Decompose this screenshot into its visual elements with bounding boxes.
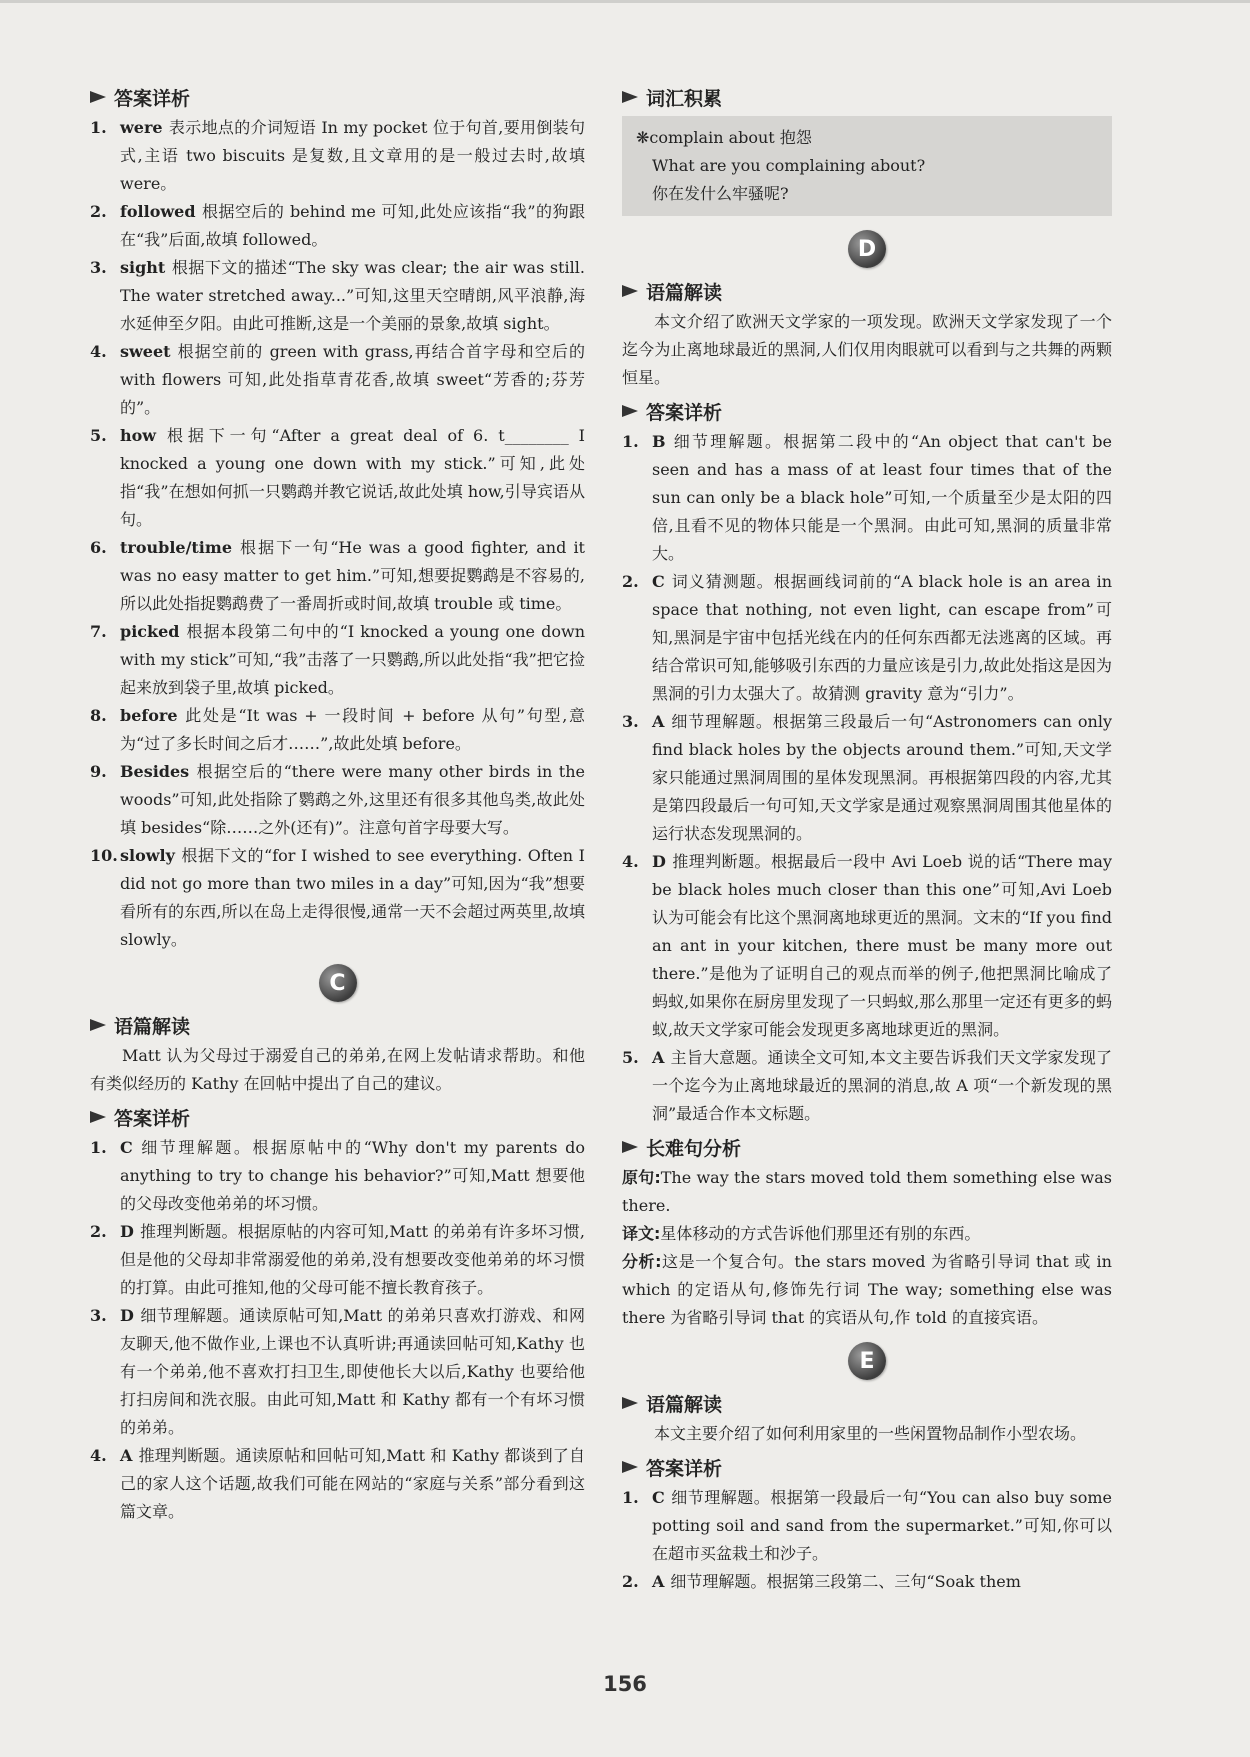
arrow-icon [622, 1461, 638, 1473]
explanation-text: 根据下一句“He was a good fighter, and it was no easy matter to get him.”可知,想要捉鹦鹉是不容易的,所以此处指捉鹦鹉费了一番周折或时间,故填 trouble 或 time。 [120, 538, 585, 613]
answer-key: A [120, 1446, 133, 1465]
answer-key: C [652, 1488, 665, 1507]
explanation-text: 主旨大意题。通读全文可知,本文主要告诉我们天文学家发现了一个迄今为止离地球最近的黑洞的消息,故 A 项“一个新发现的黑洞”最适合作本文标题。 [652, 1048, 1112, 1123]
answer-item [90, 842, 585, 954]
long-sentence-translation: 译文:星体移动的方式告诉他们那里还有别的东西。 [622, 1224, 981, 1243]
explanation-text: 根据本段第二句中的“I knocked a young one down with my stick”可知,“我”击落了一只鹦鹉,所以此处指“我”把它捡起来放到袋子里,故填 picked。 [120, 622, 585, 697]
item-number: 3. [622, 712, 639, 731]
item-number: 1. [622, 432, 639, 451]
answer-key: D [120, 1306, 134, 1325]
explanation-text: 根据空前的 green with grass,再结合首字母和空后的 with flowers 可知,此处指草青花香,故填 sweet“芳香的;芬芳的”。 [120, 342, 585, 417]
vocab-translation: 你在发什么牢骚呢? [652, 184, 789, 203]
item-number: 3. [90, 258, 107, 277]
section-title: 答案详析 [114, 87, 191, 110]
answer-item [90, 534, 585, 618]
explanation-text: 推理判断题。通读原帖和回帖可知,Matt 和 Kathy 都谈到了自己的家人这个话题,故我们可能在网站的“家庭与关系”部分看到这篇文章。 [120, 1446, 585, 1521]
item-body [120, 1218, 585, 1302]
answer-item [90, 422, 585, 534]
long-sentence-analysis: 分析:这是一个复合句。the stars moved 为省略引导词 that 或 in which 的定语从句,修饰先行词 The way; something else was there 为省略引导词 that 的宾语从句,作 told 的直接宾语。 [622, 1252, 1112, 1327]
item-body [120, 114, 585, 198]
explanation-text: 根据下一句“After a great deal of 6. t________ I knocked a young one down with my stick.”可知,此处指“我”在想如何抓一只鹦鹉并教它说话,故此处填 how,引导宾语从句。 [120, 426, 585, 529]
item-number: 6. [90, 538, 107, 557]
arrow-icon [90, 1111, 106, 1123]
answer-key: C [652, 572, 665, 591]
item-body [120, 1442, 585, 1526]
item-body [120, 1302, 585, 1442]
item-number: 5. [90, 426, 107, 445]
answer-item [622, 1484, 1112, 1568]
item-body [652, 1568, 1112, 1596]
section-title: 语篇解读 [646, 1393, 723, 1416]
answer-item [622, 708, 1112, 848]
explanation-text: 细节理解题。根据第三段第二、三句“Soak them [670, 1572, 1021, 1591]
passage-summary: 本文主要介绍了如何利用家里的一些闲置物品制作小型农场。 [654, 1424, 1087, 1443]
passage-summary: Matt 认为父母过于溺爱自己的弟弟,在网上发帖请求帮助。和他有类似经历的 Kathy 在回帖中提出了自己的建议。 [90, 1046, 585, 1093]
passage-badge-c: C [319, 964, 357, 1002]
arrow-icon [622, 285, 638, 297]
item-body [120, 254, 585, 338]
explanation-text: 细节理解题。根据第二段中的“An object that can't be seen and has a mass of at least four times that of the sun can only be a black hole”可知,一个质量至少是太阳的四倍,且看不见的物体只能是一个黑洞。由此可知,黑洞的质量非常大。 [652, 432, 1112, 563]
section-title: 答案详析 [114, 1107, 191, 1130]
passage-badge-d: D [848, 230, 886, 268]
explanation-text: 根据空后的“there were many other birds in the woods”可知,此处指除了鹦鹉之外,这里还有很多其他鸟类,故此处填 besides“除……之外(还有)”。注意句首字母要大写。 [120, 762, 585, 837]
explanation-text: 根据空后的 behind me 可知,此处应该指“我”的狗跟在“我”后面,故填 followed。 [120, 202, 585, 249]
item-number: 7. [90, 622, 107, 641]
item-number: 1. [90, 118, 107, 137]
answer-item [622, 428, 1112, 568]
answer-key: C [120, 1138, 133, 1157]
arrow-icon [622, 405, 638, 417]
answer-key: slowly [120, 846, 175, 865]
answer-item [90, 1218, 585, 1302]
answer-key: sweet [120, 342, 171, 361]
left-column [90, 78, 585, 1526]
answer-item [90, 1134, 585, 1218]
explanation-text: 细节理解题。根据第一段最后一句“You can also buy some potting soil and sand from the supermarket.”可知,你可以在超市买盆栽土和沙子。 [652, 1488, 1112, 1563]
section-heading [622, 276, 1112, 306]
answer-item [90, 1302, 585, 1442]
section-heading [622, 1452, 1112, 1482]
answer-item [90, 338, 585, 422]
explanation-text: 根据下文的“for I wished to see everything. Often I did not go more than two miles in a day”可知,因为“我”想要看所有的东西,所以在岛上走得很慢,通常一天不会超过两英里,故填 slowly。 [120, 846, 585, 949]
label: 原句: [622, 1168, 661, 1187]
item-body [120, 758, 585, 842]
answer-key: picked [120, 622, 180, 641]
arrow-icon [622, 1397, 638, 1409]
item-number: 8. [90, 706, 107, 725]
answer-key: how [120, 426, 157, 445]
answer-key: B [652, 432, 666, 451]
item-body [652, 568, 1112, 708]
answer-item [622, 1044, 1112, 1128]
item-body [120, 534, 585, 618]
section-title: 词汇积累 [646, 87, 723, 110]
arrow-icon [90, 91, 106, 103]
item-body [652, 1484, 1112, 1568]
answer-key: followed [120, 202, 196, 221]
arrow-icon [622, 1141, 638, 1153]
item-number: 2. [90, 1222, 107, 1241]
item-body [120, 422, 585, 534]
vocabulary-box [622, 116, 1112, 216]
section-title: 答案详析 [646, 1457, 723, 1480]
answer-item [90, 198, 585, 254]
answer-key: A [652, 1048, 665, 1067]
answer-item [90, 254, 585, 338]
long-sentence-original: 原句:The way the stars moved told them something else was there. [622, 1168, 1112, 1215]
item-number: 2. [622, 572, 639, 591]
answer-item [90, 618, 585, 702]
item-number: 1. [622, 1488, 639, 1507]
answer-item [90, 702, 585, 758]
answer-key: D [120, 1222, 134, 1241]
section-heading [622, 82, 1112, 112]
section-heading [90, 82, 585, 112]
answer-item [90, 114, 585, 198]
answer-item [90, 1442, 585, 1526]
section-heading [90, 1102, 585, 1132]
passage-badge-e: E [848, 1342, 886, 1380]
explanation-text: 词义猜测题。根据画线词前的“A black hole is an area in space that nothing, not even light, can escape from”可知,黑洞是宇宙中包括光线在内的任何东西都无法逃离的区域。再结合常识可知,能够吸引东西的力量应该是引力,故此处指这是因为黑洞的引力太强大了。故猜测 gravity 意为“引力”。 [652, 572, 1112, 703]
arrow-icon [622, 91, 638, 103]
explanation-text: 表示地点的介词短语 In my pocket 位于句首,要用倒装句式,主语 two biscuits 是复数,且文章用的是一般过去时,故填 were。 [120, 118, 585, 193]
item-body [120, 1134, 585, 1218]
section-heading [622, 1388, 1112, 1418]
answer-key: before [120, 706, 178, 725]
explanation-text: 细节理解题。根据第三段最后一句“Astronomers can only find black holes by the objects around them.”可知,天文学家只能通过黑洞周围的星体发现黑洞。再根据第四段的内容,尤其是第四段最后一句可知,天文学家是通过观察黑洞周围其他星体的运行状态发现黑洞的。 [652, 712, 1112, 843]
explanation-text: 细节理解题。通读原帖可知,Matt 的弟弟只喜欢打游戏、和网友聊天,他不做作业,上课也不认真听讲;再通读回帖可知,Kathy 也有一个弟弟,他不喜欢打扫卫生,即使他长大以后,Kathy 也要给他打扫房间和洗衣服。由此可知,Matt 和 Kathy 都有一个有坏习惯的弟弟。 [120, 1306, 585, 1437]
item-body [652, 428, 1112, 568]
answer-item [622, 1568, 1112, 1596]
item-body [120, 618, 585, 702]
answer-key: were [120, 118, 163, 137]
item-number: 4. [90, 1446, 107, 1465]
item-number: 2. [90, 202, 107, 221]
item-body [120, 338, 585, 422]
section-heading [622, 396, 1112, 426]
page-top-edge [0, 0, 1250, 3]
answer-item [622, 848, 1112, 1044]
item-body [120, 702, 585, 758]
section-title: 语篇解读 [646, 281, 723, 304]
explanation-text: 细节理解题。根据原帖中的“Why don't my parents do anything to try to change his behavior?”可知,Matt 想要他的父母改变他弟弟的坏习惯。 [120, 1138, 585, 1213]
item-number: 1. [90, 1138, 107, 1157]
arrow-icon [90, 1019, 106, 1031]
right-column [622, 78, 1112, 1596]
item-number: 4. [622, 852, 639, 871]
page-number: 156 [603, 1672, 647, 1696]
answer-key: A [652, 1572, 665, 1591]
label: 分析: [622, 1252, 662, 1271]
section-heading [622, 1132, 1112, 1162]
answer-item [90, 758, 585, 842]
section-title: 语篇解读 [114, 1015, 191, 1038]
section-heading [90, 1010, 585, 1040]
vocab-term: ❋complain about 抱怨 [636, 128, 812, 147]
item-number: 5. [622, 1048, 639, 1067]
item-number: 9. [90, 762, 107, 781]
answer-item [622, 568, 1112, 708]
item-number: 3. [90, 1306, 107, 1325]
item-body [652, 1044, 1112, 1128]
item-body [652, 708, 1112, 848]
answer-key: A [652, 712, 665, 731]
item-number: 2. [622, 1572, 639, 1591]
explanation-text: 此处是“It was + 一段时间 + before 从句”句型,意为“过了多长时间之后才……”,故此处填 before。 [120, 706, 585, 753]
item-body [120, 842, 585, 954]
answer-key: Besides [120, 762, 190, 781]
explanation-text: 推理判断题。根据原帖的内容可知,Matt 的弟弟有许多坏习惯,但是他的父母却非常溺爱他的弟弟,没有想要改变他弟弟的坏习惯的打算。由此可推知,他的父母可能不擅长教育孩子。 [120, 1222, 585, 1297]
item-number: 4. [90, 342, 107, 361]
answer-key: sight [120, 258, 166, 277]
passage-summary: 本文介绍了欧洲天文学家的一项发现。欧洲天文学家发现了一个迄今为止离地球最近的黑洞,人们仅用肉眼就可以看到与之共舞的两颗恒星。 [622, 312, 1112, 387]
answer-key: D [652, 852, 666, 871]
label: 译文: [622, 1224, 661, 1243]
section-title: 答案详析 [646, 401, 723, 424]
answer-key: trouble/time [120, 538, 232, 557]
explanation-text: 根据下文的描述“The sky was clear; the air was still. The water stretched away...”可知,这里天空晴朗,风平浪静,海水延伸至夕阳。由此可推断,这是一个美丽的景象,故填 sight。 [120, 258, 585, 333]
section-title: 长难句分析 [646, 1137, 742, 1160]
item-number: 10. [90, 846, 118, 865]
explanation-text: 推理判断题。根据最后一段中 Avi Loeb 说的话“There may be black holes much closer than this one”可知,Avi Loeb 认为可能会有比这个黑洞离地球更近的黑洞。文末的“If you find an ant in your kitchen, there must be many more out there.”是他为了证明自己的观点而举的例子,他把黑洞比喻成了蚂蚁,如果你在厨房里发现了一只蚂蚁,那么那里一定还有更多的蚂蚁,故天文学家可能会发现更多离地球更近的黑洞。 [652, 852, 1112, 1039]
item-body [652, 848, 1112, 1044]
item-body [120, 198, 585, 254]
vocab-example: What are you complaining about? [652, 156, 926, 175]
